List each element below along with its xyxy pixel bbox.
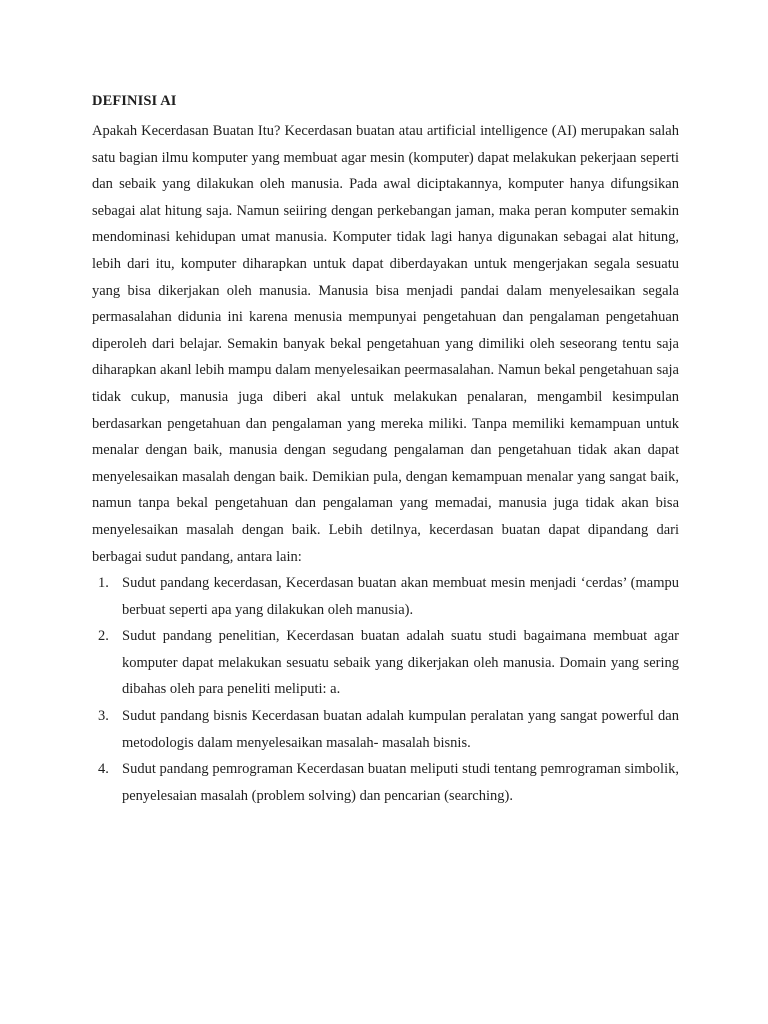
list-item-number: 1. <box>98 575 109 592</box>
list-item-text: Sudut pandang pemrograman Kecerdasan buatan meliputi studi tentang pemrograman simbolik, penyelesaian masalah (problem solving) dan pencarian (searching). <box>122 761 679 804</box>
list-item <box>92 756 679 809</box>
list-item <box>92 703 679 756</box>
list-item-number: 3. <box>98 708 109 725</box>
list-item <box>92 570 679 623</box>
list-item-text: Sudut pandang penelitian, Kecerdasan buatan adalah suatu studi bagaimana membuat agar komputer dapat melakukan sesuatu sebaik yang dikerjakan oleh manusia. Domain yang sering dibahas oleh para peneliti meliputi: a. <box>122 628 679 698</box>
list-item <box>92 623 679 703</box>
list-item-text: Sudut pandang kecerdasan, Kecerdasan buatan akan membuat mesin menjadi ‘cerdas’ (mampu berbuat seperti apa yang dilakukan oleh manusia). <box>122 575 679 618</box>
document-title: DEFINISI AI <box>92 93 177 109</box>
list-item-text: Sudut pandang bisnis Kecerdasan buatan adalah kumpulan peralatan yang sangat powerful dan metodologis dalam menyelesaikan masalah- masalah bisnis. <box>122 708 679 751</box>
list-item-number: 2. <box>98 628 109 645</box>
body-paragraph: Apakah Kecerdasan Buatan Itu? Kecerdasan buatan atau artificial intelligence (AI) merupakan salah satu bagian ilmu komputer yang membuat agar mesin (komputer) dapat melakukan pekerjaan seperti dan sebaik yang dilakukan oleh manusia. Pada awal diciptakannya, komputer hanya difungsikan sebagai alat hitung saja. Namun seiiring dengan perkebangan jaman, maka peran komputer semakin mendominasi kehidupan umat manusia. Komputer tidak lagi hanya digunakan sebagai alat hitung, lebih dari itu, komputer diharapkan untuk dapat diberdayakan untuk mengerjakan segala sesuatu yang bisa dikerjakan oleh manusia. Manusia bisa menjadi pandai dalam menyelesaikan segala permasalahan didunia ini karena menusia mempunyai pengetahuan dan pengalaman pengetahuan diperoleh dari belajar. Semakin banyak bekal pengetahuan yang dimiliki oleh seseorang tentu saja diharapkan akanl lebih mampu dalam menyelesaikan peermasalahan. Namun bekal pengetahuan saja tidak cukup, manusia juga diberi akal untuk melakukan penalaran, mengambil kesimpulan berdasarkan pengetahuan dan pengalaman yang mereka miliki. Tanpa memiliki kemampuan untuk menalar dengan baik, manusia dengan segudang pengalaman dan pengetahuan tidak akan dapat menyelesaikan masalah dengan baik. Demikian pula, dengan kemampuan menalar yang sangat baik, namun tanpa bekal pengetahuan dan pengalaman yang memadai, manusia juga tidak akan bisa menyelesaikan masalah dengan baik. Lebih detilnya, kecerdasan buatan dapat dipandang dari berbagai sudut pandang, antara lain: <box>92 123 679 565</box>
list-item-number: 4. <box>98 761 109 778</box>
numbered-list <box>92 570 679 809</box>
